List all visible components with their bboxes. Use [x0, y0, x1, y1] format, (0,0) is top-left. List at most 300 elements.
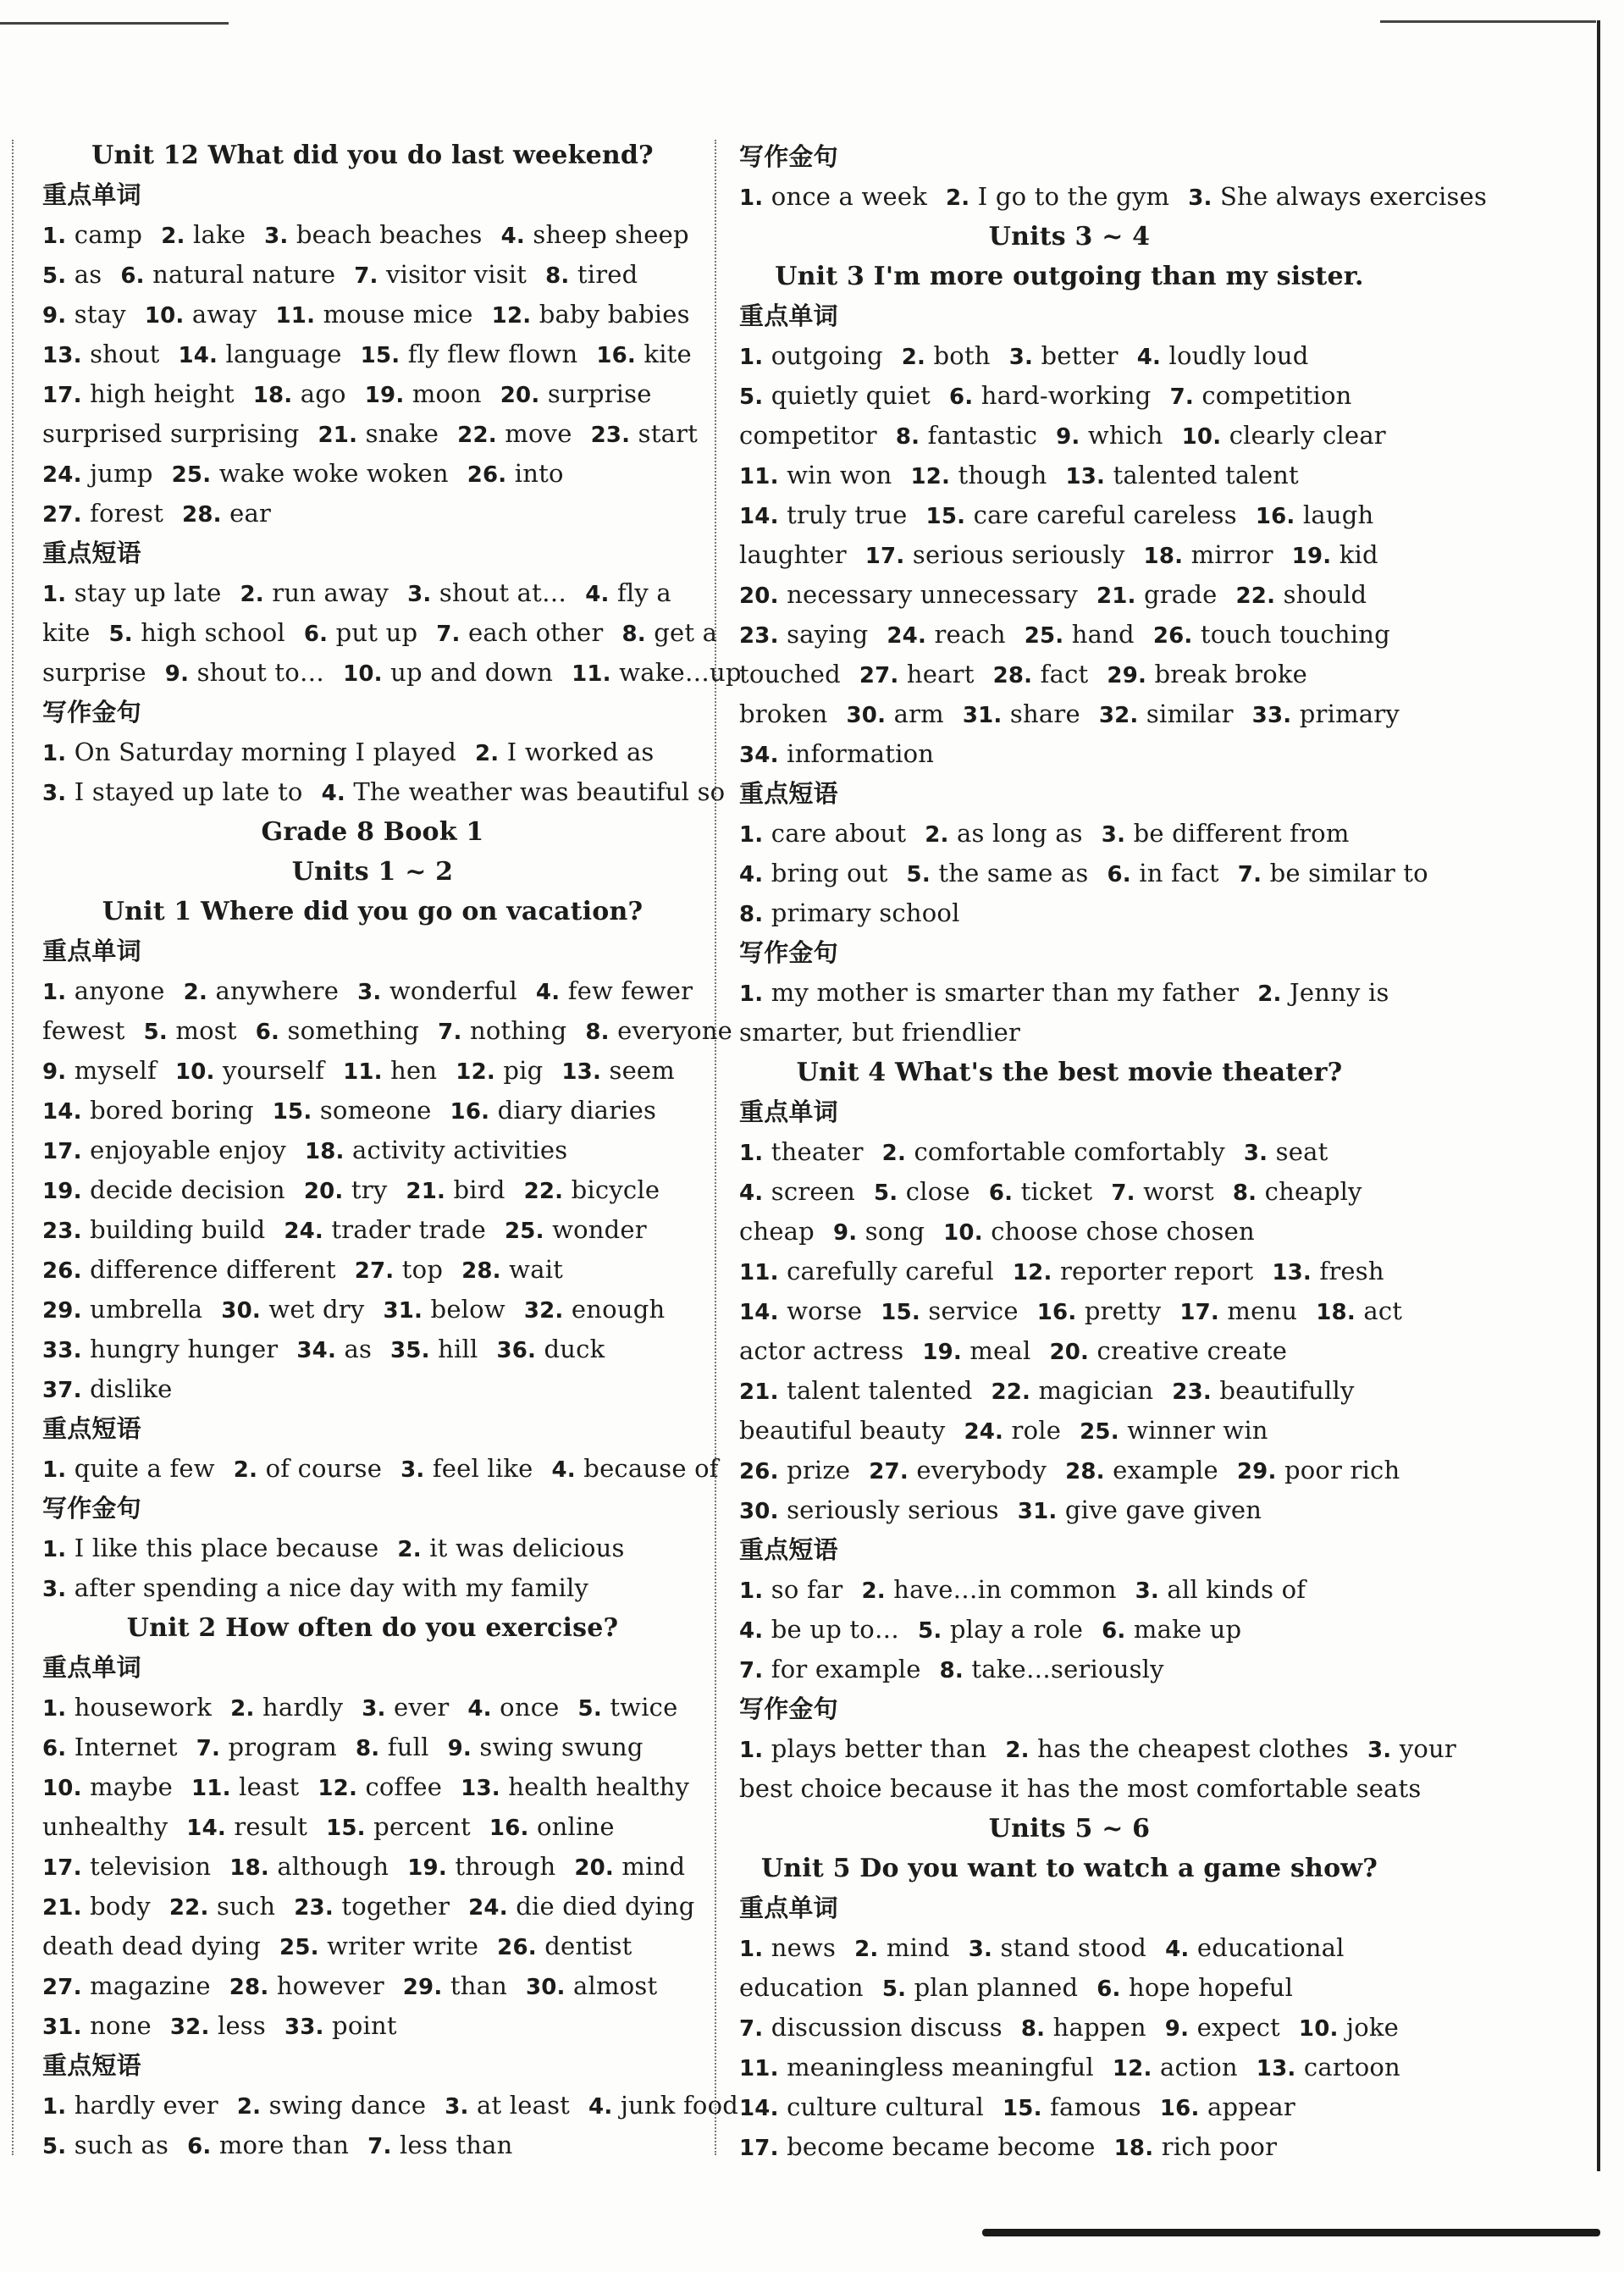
answer-line [42, 772, 726, 812]
answer-item: 14. culture cultural [739, 2092, 985, 2121]
answer-item: 29. break broke [1107, 660, 1307, 688]
answer-item: 8. full [356, 1733, 429, 1761]
answer-item: 2. has the cheapest clothes [1005, 1734, 1349, 1763]
answer-line [739, 1610, 1400, 1650]
column-divider [715, 140, 718, 2155]
answer-item: 3. be different from [1101, 819, 1350, 848]
answer-item: 3. stand stood [968, 1933, 1147, 1962]
section-heading: 重点单词 [42, 1653, 141, 1682]
answer-item: 15. service [881, 1296, 1019, 1325]
answer-item: 3. feel like [400, 1454, 533, 1483]
answer-line [739, 1013, 1400, 1053]
answer-item: 16. kite [596, 340, 692, 368]
answer-line [739, 2127, 1400, 2167]
answer-line [42, 1887, 703, 1927]
answer-line [42, 971, 703, 1011]
answer-item: 10. choose chose chosen [943, 1217, 1255, 1246]
answer-line [739, 854, 1428, 893]
answer-item: 5. twice [577, 1693, 678, 1722]
answer-line [739, 893, 1400, 933]
answer-line [42, 494, 703, 533]
answer-item: 22. move [457, 419, 572, 448]
answer-item: 5. the same as [906, 859, 1089, 887]
answer-line [42, 1170, 703, 1210]
answer-line [739, 535, 1400, 575]
answer-line [42, 1329, 703, 1369]
answer-line [42, 295, 703, 334]
answer-item: smarter, but friendlier [739, 1018, 1021, 1047]
answer-item: 17. become became become [739, 2132, 1096, 2161]
answer-item: death dead dying [42, 1932, 262, 1960]
answer-item: 2. as long as [925, 819, 1083, 848]
answer-item: 15. fly flew flown [360, 340, 578, 368]
answer-item: 1. plays better than [739, 1734, 987, 1763]
answer-item: 19. meal [922, 1336, 1031, 1365]
answer-item: 30. wet dry [221, 1295, 365, 1324]
answer-item: 3. wonderful [357, 976, 517, 1005]
answer-line [42, 255, 703, 295]
right-column [739, 137, 1488, 2167]
answer-item: 15. someone [272, 1096, 432, 1125]
answer-item: 1. I like this place because [42, 1534, 379, 1562]
answer-item: 25. writer write [279, 1932, 479, 1960]
answer-item: 28. however [229, 1971, 384, 2000]
answer-item: 8. primary school [739, 898, 960, 927]
answer-line [42, 454, 703, 494]
section-heading: 重点短语 [42, 1414, 141, 1443]
section-heading: 重点单词 [739, 301, 838, 330]
answer-item: 25. winner win [1080, 1416, 1268, 1445]
section-heading: 重点单词 [739, 1893, 838, 1922]
unit-title: Unit 12 What did you do last weekend? [91, 141, 654, 170]
answer-item: 21. talent talented [739, 1376, 973, 1405]
answer-item: 16. laugh [1255, 500, 1374, 529]
answer-line [42, 2126, 703, 2165]
answer-item: 10. joke [1298, 2013, 1399, 2042]
answer-item: touched [739, 660, 841, 688]
answer-item: 30. almost [525, 1971, 658, 2000]
answer-item: 21. bird [406, 1175, 505, 1204]
answer-line [42, 215, 703, 255]
answer-line [739, 814, 1400, 854]
answer-item: 31. share [962, 699, 1080, 728]
answer-item: 23. together [294, 1892, 450, 1921]
answer-item: 9. song [832, 1217, 925, 1246]
section-heading: 重点短语 [739, 1535, 838, 1564]
answer-item: 10. away [144, 300, 257, 329]
section-heading: 重点单词 [739, 1097, 838, 1126]
answer-item: actor actress [739, 1336, 904, 1365]
answer-line [739, 1212, 1400, 1252]
answer-line [42, 1727, 703, 1767]
answer-item: 27. everybody [869, 1456, 1047, 1484]
answer-item: 6. make up [1102, 1615, 1242, 1644]
answer-line [42, 1210, 703, 1250]
answer-item: 18. act [1316, 1296, 1403, 1325]
answer-item: 8. take…seriously [939, 1655, 1164, 1683]
answer-item: 14. bored boring [42, 1096, 254, 1125]
answer-item: 25. wake woke woken [171, 459, 449, 488]
answer-item: 21. body [42, 1892, 151, 1921]
answer-line [42, 374, 703, 414]
answer-line [42, 1130, 703, 1170]
answer-item: 12. pig [456, 1056, 544, 1085]
answer-item: 5. as [42, 260, 102, 289]
answer-item: 27. heart [859, 660, 975, 688]
answer-item: 3. shout at… [407, 578, 567, 607]
answer-line [42, 1449, 719, 1489]
answer-item: 14. result [186, 1812, 308, 1841]
left-column [42, 135, 742, 2165]
answer-item: 24. trader trade [284, 1215, 486, 1244]
answer-item: 29. poor rich [1236, 1456, 1400, 1484]
answer-item: 18. activity activities [304, 1136, 568, 1164]
answer-item: 7. visitor visit [354, 260, 528, 289]
answer-item: 25. hand [1024, 620, 1135, 649]
answer-item: 34. information [739, 739, 935, 768]
answer-item: 28. example [1065, 1456, 1218, 1484]
answer-item: 9. stay [42, 300, 126, 329]
answer-item: 7. each other [436, 618, 604, 647]
answer-item: 25. wonder [504, 1215, 647, 1244]
answer-item: 31. give gave given [1017, 1495, 1262, 1524]
answer-line [739, 734, 1400, 774]
answer-item: 4. because of [551, 1454, 719, 1483]
answer-item: 31. none [42, 2011, 152, 2040]
unit-title: Unit 3 I'm more outgoing than my sister. [775, 262, 1364, 291]
answer-line [739, 1490, 1400, 1530]
answer-item: 6. more than [187, 2131, 350, 2159]
answer-item: 8. happen [1020, 2013, 1146, 2042]
answer-item: 18. although [229, 1852, 389, 1881]
answer-item: 32. less [169, 2011, 266, 2040]
answer-item: 30. arm [846, 699, 944, 728]
answer-line [739, 1451, 1400, 1490]
answer-item: 3. after spending a nice day with my family [42, 1573, 589, 1602]
unit-title: Units 5 ~ 6 [988, 1814, 1151, 1844]
answer-item: 1. news [739, 1933, 837, 1962]
answer-item: 4. junk food [588, 2091, 738, 2120]
answer-item: competitor [739, 421, 877, 450]
answer-item: 31. below [383, 1295, 505, 1324]
answer-item: cheap [739, 1217, 815, 1246]
answer-item: fewest [42, 1016, 125, 1045]
answer-line [42, 1369, 703, 1409]
answer-item: unhealthy [42, 1812, 168, 1841]
answer-line [42, 1290, 703, 1329]
answer-line [739, 1570, 1400, 1610]
answer-item: 27. forest [42, 499, 164, 528]
unit-title: Unit 2 How often do you exercise? [126, 1613, 619, 1643]
answer-item: 13. shout [42, 340, 160, 368]
answer-item: 13. fresh [1272, 1257, 1384, 1285]
answer-item: 7. competition [1169, 381, 1352, 410]
section-heading: 重点单词 [42, 180, 141, 209]
answer-item: 1. On Saturday morning I played [42, 738, 457, 766]
answer-item: 27. magazine [42, 1971, 211, 2000]
answer-item: 10. yourself [174, 1056, 325, 1085]
answer-item: 6. hard-working [948, 381, 1152, 410]
answer-line [42, 1966, 703, 2006]
answer-line [42, 732, 703, 772]
answer-item: 4. be up to… [739, 1615, 900, 1644]
answer-line [42, 613, 718, 653]
answer-item: 2. anywhere [183, 976, 340, 1005]
answer-item: 30. seriously serious [739, 1495, 999, 1524]
answer-item: 17. menu [1179, 1296, 1298, 1325]
answer-item: 13. talented talent [1065, 461, 1299, 489]
answer-item: 33. primary [1251, 699, 1400, 728]
answer-item: 10. clearly clear [1181, 421, 1386, 450]
answer-item: 22. should [1235, 580, 1367, 609]
answer-line [739, 2048, 1400, 2087]
answer-item: broken [739, 699, 828, 728]
answer-item: 17. television [42, 1852, 212, 1881]
answer-item: 22. such [168, 1892, 276, 1921]
answer-item: 11. win won [739, 461, 892, 489]
answer-item: 11. meaningless meaningful [739, 2053, 1094, 2081]
answer-item: 11. mouse mice [275, 300, 473, 329]
answer-item: 13. health healthy [461, 1772, 690, 1801]
answer-item: 13. cartoon [1256, 2053, 1400, 2081]
answer-item: 4. fly a [585, 578, 671, 607]
answer-item: 14. truly true [739, 500, 908, 529]
answer-item: 16. online [489, 1812, 615, 1841]
answer-item: 8. cheaply [1232, 1177, 1362, 1206]
answer-item: 18. ago [252, 379, 346, 408]
answer-item: 4. The weather was beautiful so [321, 777, 726, 806]
answer-item: 33. hungry hunger [42, 1335, 279, 1363]
answer-line [42, 1847, 703, 1887]
answer-item: 1. my mother is smarter than my father [739, 978, 1240, 1007]
section-heading: 写作金句 [42, 698, 141, 727]
answer-line [42, 1767, 703, 1807]
answer-line [42, 1688, 703, 1727]
answer-item: 11. wake…up [572, 658, 742, 687]
answer-line [42, 1807, 703, 1847]
answer-item: 3. all kinds of [1135, 1575, 1306, 1604]
answer-item: 2. lake [161, 220, 246, 249]
answer-item: 5. most [143, 1016, 237, 1045]
unit-title: Units 1 ~ 2 [291, 857, 454, 887]
answer-item: 2. run away [240, 578, 389, 607]
answer-item: 10. up and down [343, 658, 554, 687]
answer-item: 3. your [1367, 1734, 1456, 1763]
section-heading: 写作金句 [42, 1494, 141, 1523]
answer-item: 5. such as [42, 2131, 169, 2159]
answer-item: 1. once a week [739, 182, 927, 211]
answer-item: 8. tired [545, 260, 638, 289]
answer-item: 17. enjoyable enjoy [42, 1136, 286, 1164]
section-heading: 写作金句 [739, 142, 838, 171]
answer-item: 4. educational [1165, 1933, 1345, 1962]
answer-item: 6. something [255, 1016, 420, 1045]
answer-item: 12. coffee [318, 1772, 443, 1801]
answer-item: 14. language [178, 340, 342, 368]
answer-line [739, 1769, 1422, 1809]
answer-item: 12. action [1112, 2053, 1238, 2081]
answer-item: 21. snake [318, 419, 439, 448]
answer-line [739, 1291, 1403, 1331]
answer-item: 2. Jenny is [1257, 978, 1389, 1007]
answer-item: 5. quietly quiet [739, 381, 931, 410]
answer-item: 6. put up [303, 618, 418, 647]
answer-item: 26. prize [739, 1456, 851, 1484]
answer-item: 16. appear [1159, 2092, 1295, 2121]
right-edge-rule [1597, 20, 1600, 2171]
answer-item: education [739, 1973, 864, 2002]
answer-item: 2. comfortable comfortably [881, 1137, 1225, 1166]
answer-line [42, 1927, 703, 1966]
answer-item: 21. grade [1096, 580, 1218, 609]
answer-item: 2. hardly [230, 1693, 344, 1722]
answer-item: 6. natural nature [120, 260, 336, 289]
answer-item: 16. diary diaries [450, 1096, 657, 1125]
answer-line [739, 416, 1400, 456]
answer-item: 35. hill [390, 1335, 478, 1363]
answer-line [42, 1011, 733, 1051]
answer-item: 20. creative create [1049, 1336, 1288, 1365]
answer-item: beautiful beauty [739, 1416, 946, 1445]
answer-line [739, 973, 1400, 1013]
answer-item: 2. it was delicious [397, 1534, 625, 1562]
answer-item: 26. difference different [42, 1255, 336, 1284]
top-left-rule [0, 22, 229, 25]
answer-item: 6. hope hopeful [1096, 1973, 1294, 2002]
answer-item: 20. mind [574, 1852, 686, 1881]
section-heading: 重点短语 [42, 539, 141, 567]
answer-item: 7. discussion discuss [739, 2013, 1003, 2042]
answer-item: 1. housework [42, 1693, 213, 1722]
answer-line [739, 1650, 1400, 1689]
answer-item: 3. better [1008, 341, 1119, 370]
answer-item: 8. everyone [585, 1016, 733, 1045]
answer-item: 3. at least [445, 2091, 571, 2120]
section-heading: 写作金句 [739, 1694, 838, 1723]
answer-item: 9. myself [42, 1056, 157, 1085]
answer-item: 11. least [191, 1772, 300, 1801]
answer-line [42, 2086, 738, 2126]
answer-item: 26. into [467, 459, 564, 488]
answer-line [42, 1091, 703, 1130]
answer-line [42, 2006, 703, 2046]
answer-item: 22. bicycle [523, 1175, 660, 1204]
answer-item: 2. both [901, 341, 991, 370]
answer-item: 1. stay up late [42, 578, 222, 607]
answer-item: 2. have…in common [861, 1575, 1117, 1604]
answer-item: 2. I go to the gym [945, 182, 1170, 211]
answer-item: 24. die died dying [468, 1892, 695, 1921]
answer-item: 15. care careful careless [925, 500, 1237, 529]
answer-item: 6. ticket [988, 1177, 1093, 1206]
answer-item: laughter [739, 540, 847, 569]
answer-item: 7. less than [367, 2131, 513, 2159]
answer-item: 20. surprise [500, 379, 652, 408]
unit-title: Grade 8 Book 1 [261, 817, 484, 847]
answer-item: 23. building build [42, 1215, 266, 1244]
answer-item: 24. reach [887, 620, 1006, 649]
answer-line [739, 1132, 1400, 1172]
answer-item: 1. quite a few [42, 1454, 215, 1483]
answer-item: 12. though [910, 461, 1047, 489]
section-heading: 重点短语 [739, 779, 838, 808]
answer-line [42, 1528, 703, 1568]
answer-item: 23. start [590, 419, 699, 448]
answer-item: 27. top [354, 1255, 444, 1284]
answer-item: 9. swing swung [447, 1733, 644, 1761]
answer-item: 1. so far [739, 1575, 843, 1604]
answer-item: 8. get a [621, 618, 718, 647]
answer-item: 3. I stayed up late to [42, 777, 303, 806]
answer-item: 4. sheep sheep [500, 220, 689, 249]
answer-item: 4. once [467, 1693, 560, 1722]
answer-item: surprise [42, 658, 146, 687]
answer-item: 12. reporter report [1012, 1257, 1254, 1285]
answer-line [739, 575, 1400, 615]
answer-item: 19. kid [1291, 540, 1378, 569]
answer-item: 11. hen [343, 1056, 438, 1085]
answer-line [739, 1968, 1400, 2008]
answer-line [42, 573, 703, 613]
answer-line [739, 1252, 1400, 1291]
answer-item: 3. seat [1243, 1137, 1328, 1166]
answer-line [42, 414, 703, 454]
bottom-rule [982, 2229, 1600, 2236]
answer-item: 20. necessary unnecessary [739, 580, 1078, 609]
unit-title: Unit 5 Do you want to watch a game show? [760, 1854, 1378, 1883]
answer-item: 26. dentist [497, 1932, 632, 1960]
section-heading: 重点短语 [42, 2051, 141, 2080]
answer-item: 2. mind [854, 1933, 950, 1962]
answer-line [739, 2008, 1400, 2048]
answer-item: 1. outgoing [739, 341, 883, 370]
answer-item: 29. umbrella [42, 1295, 203, 1324]
answer-item: 13. seem [561, 1056, 675, 1085]
answer-item: 23. saying [739, 620, 869, 649]
answer-item: 32. similar [1098, 699, 1234, 728]
answer-line [42, 1250, 703, 1290]
answer-item: 15. percent [326, 1812, 471, 1841]
unit-title: Units 3 ~ 4 [988, 222, 1151, 252]
answer-item: 34. as [296, 1335, 373, 1363]
answer-line [739, 1928, 1400, 1968]
answer-item: 7. worst [1111, 1177, 1214, 1206]
answer-item: 19. through [407, 1852, 556, 1881]
answer-line [42, 653, 742, 693]
answer-item: 17. serious seriously [864, 540, 1125, 569]
answer-item: best choice because it has the most comfortable seats [739, 1774, 1422, 1803]
answer-item: 5. plan planned [881, 1973, 1079, 2002]
answer-item: 6. in fact [1107, 859, 1219, 887]
answer-item: 23. beautifully [1172, 1376, 1355, 1405]
answer-item: 4. loudly loud [1136, 341, 1309, 370]
answer-item: 9. which [1056, 421, 1163, 450]
answer-line [739, 376, 1400, 416]
answer-item: 37. dislike [42, 1374, 173, 1403]
answer-item: 1. anyone [42, 976, 165, 1005]
answer-item: 2. I worked as [475, 738, 655, 766]
left-margin-divider [12, 140, 15, 2155]
answer-line [739, 694, 1400, 734]
answer-item: 7. program [196, 1733, 337, 1761]
answer-item: 9. shout to… [164, 658, 325, 687]
answer-line [739, 177, 1488, 217]
answer-line [42, 1568, 703, 1608]
answer-item: 11. carefully careful [739, 1257, 994, 1285]
answer-item: 19. decide decision [42, 1175, 285, 1204]
answer-item: 7. nothing [438, 1016, 567, 1045]
answer-line [739, 336, 1400, 376]
